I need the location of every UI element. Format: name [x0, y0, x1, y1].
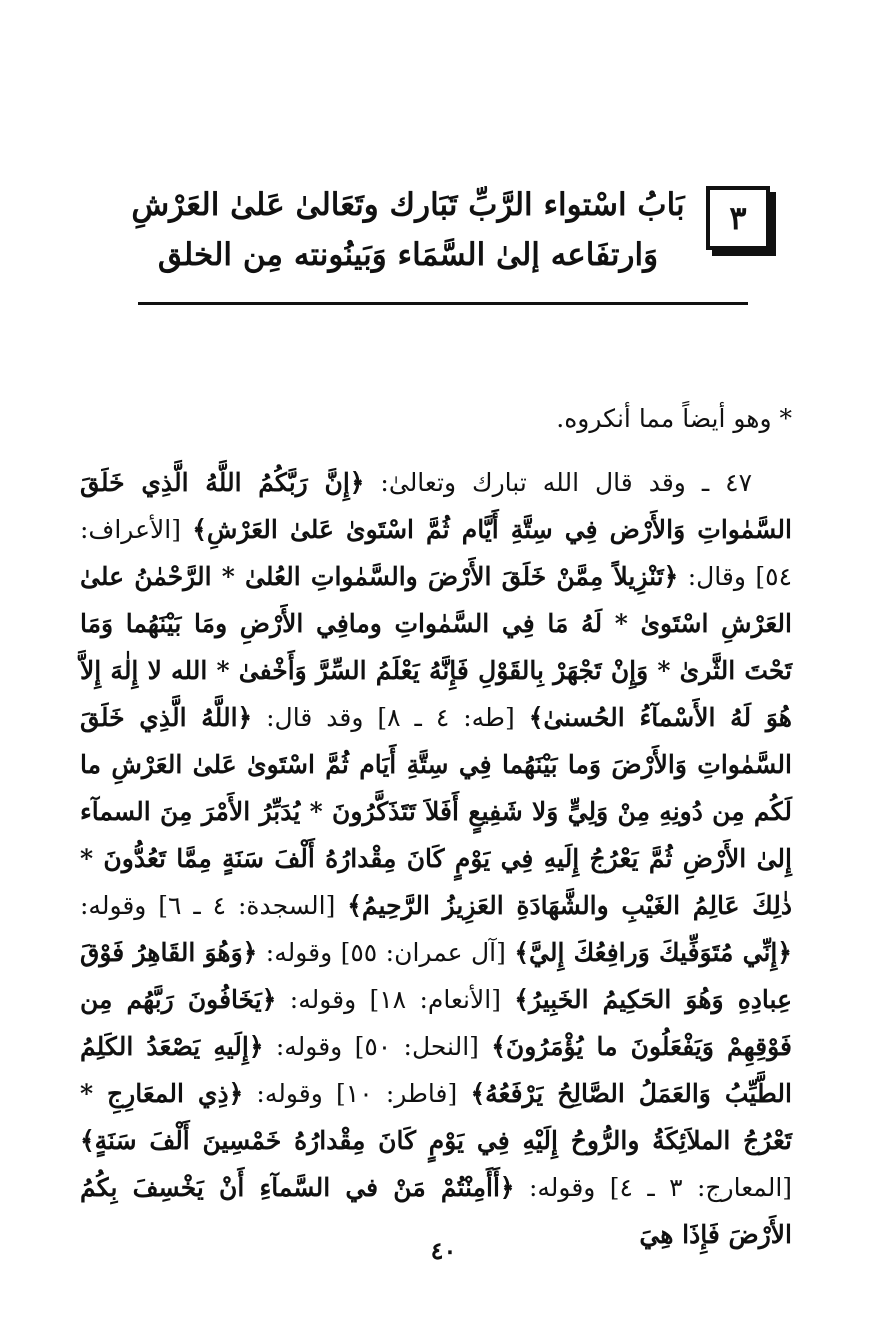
text-segment: [الأنعام: ١٨] وقوله: [276, 985, 515, 1014]
quran-quote: ﴿إِلَيهِ يَصْعَدُ الكَلِمُ الطَّيِّبُ وَالعَمَلُ الصَّالِحُ يَرْفَعُهُ﴾ [80, 1032, 792, 1108]
text-segment: [طه: ٤ ـ ٨] وقد قال: [252, 703, 529, 732]
quran-quote: ﴿إِنِّي مُتَوَفِّيكَ وَرافِعُكَ إِليَّ﴾ [514, 938, 792, 967]
title-underline [138, 302, 748, 305]
quran-quote: ﴿تَنْزِيلاً مِمَّنْ خَلَقَ الأَرْضَ والسَّمٰواتِ العُلىٰ * الرَّحْمٰنُ علىٰ العَرْشِ اسْتَوىٰ * لَهُ مَا فِي السَّمٰواتِ ومافِي الأَرْضِ ومَا بَيْنَهُما وَمَا تَحْتَ الثَّرىٰ * وَإِنْ تَجْهَرْ بِالقَوْلِ فَإِنَّهُ يَعْلَمُ السِّرَّ وَأَخْفىٰ * الله لا إِلٰهَ إِلاَّ هُوَ لَهُ الأَسْمآءُ الحُسنىٰ﴾ [80, 562, 792, 732]
quran-quote: ﴿أَأَمِنْتُمْ مَنْ في السَّمآءِ أَنْ يَخْسِفَ بِكُمُ الأَرْضَ فَإِذَا هِيَ [80, 1173, 792, 1249]
chapter-title-line-1: بَابُ اسْتواء الرَّبِّ تَبَارك وتَعَالىٰ عَلىٰ العَرْشِ [131, 187, 685, 223]
chapter-title-line-2: وَارتفَاعه إلىٰ السَّمَاء وَبَينُونته مِن الخلق [157, 237, 659, 273]
chapter-header [130, 180, 770, 298]
quran-quote: ﴿إِنَّ رَبَّكُمُ اللَّهُ الَّذِي خَلَقَ السَّمٰواتِ وَالأَرْض فِي سِتَّةِ أَيَّام ثُمَّ اسْتَوىٰ عَلىٰ العَرْشِ﴾ [80, 468, 792, 544]
body-text [80, 395, 792, 1258]
intro-line: * وهو أيضاً مما أنكروه. [556, 404, 792, 433]
text-segment: [آل عمران: ٥٥] وقوله: [257, 938, 515, 967]
quran-quote: ﴿اللَّهُ الَّذِي خَلَقَ السَّمٰواتِ وَالأَرْضَ وَما بَيْنَهُما فِي سِتَّةِ أَيَام ثُمَّ اسْتَوىٰ عَلىٰ العَرْشِ ما لَكُم مِن دُونِهِ مِنْ وَلِيٍّ وَلا شَفِيعٍ أَفَلاَ تَتَذَكَّرُونَ * يُدَبِّرُ الأَمْرَ مِنَ السمآء إِلىٰ الأَرْضِ ثُمَّ يَعْرُجُ إِلَيهِ فِي يَوْمٍ كَانَ مِقْدارُهُ أَلْفَ سَنَةٍ مِمَّا تَعُدُّونَ * ذٰلِكَ عَالِمُ الغَيْبِ والشَّهَادَةِ العَزِيزُ الرَّحِيمُ﴾ [80, 703, 793, 920]
text-segment: [الأعراف: ٥٤] وقال: [80, 515, 793, 591]
paragraph-47 [80, 459, 792, 1258]
chapter-title [128, 180, 688, 280]
text-segment: [النحل: ٥٠] وقوله: [263, 1032, 492, 1061]
quran-quote: ﴿يَخَافُونَ رَبَّهُم مِن فَوْقِهِمْ وَيَفْعَلُونَ ما يُؤْمَرُونَ﴾ [80, 985, 792, 1061]
text-segment: [المعارج: ٣ ـ ٤] وقوله: [514, 1173, 793, 1202]
chapter-number-box [706, 186, 770, 250]
text-segment: [السجدة: ٤ ـ ٦] وقوله: [80, 891, 348, 920]
quran-quote: ﴿وَهُوَ القَاهِرُ فَوْقَ عِبادِهِ وَهُوَ الحَكِيمُ الخَبِيرُ﴾ [80, 938, 793, 1014]
text-segment: ٤٧ ـ وقد قال الله تبارك وتعالىٰ: [364, 468, 752, 497]
chapter-number: ٣ [729, 199, 747, 237]
page-number: ٤٠ [430, 1236, 457, 1265]
quran-quote: ﴿ذِي المعَارِجِ * تَعْرُجُ الملاَئِكَةُ والرُّوحُ إِلَيْهِ فِي يَوْمٍ كَانَ مِقْدارُهُ خَمْسِينَ أَلْفَ سَنَةٍ﴾ [80, 1079, 792, 1155]
text-segment: [فاطر: ١٠] وقوله: [243, 1079, 471, 1108]
